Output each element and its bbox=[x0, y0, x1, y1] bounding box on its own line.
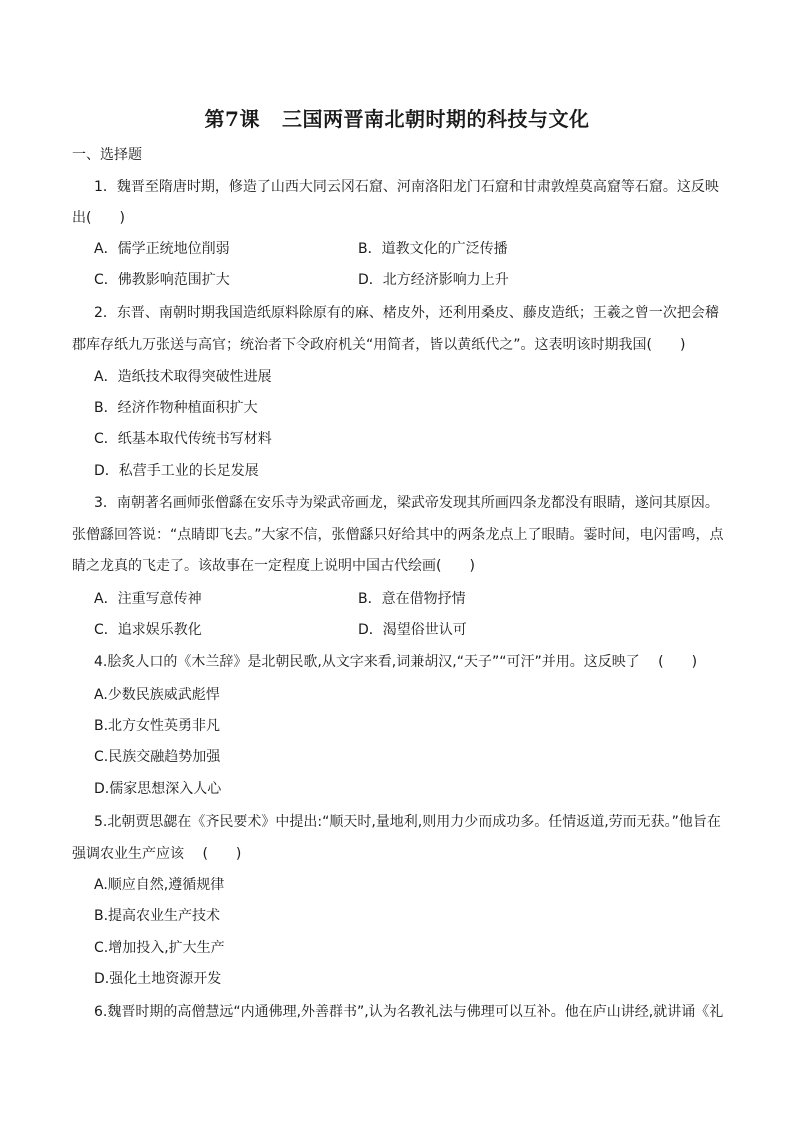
question-2-option-a: A．造纸技术取得突破性进展 bbox=[94, 369, 272, 385]
question-4-option-d: D.儒家思想深入人心 bbox=[94, 781, 222, 797]
question-3-option-d: D．渴望俗世认可 bbox=[358, 622, 467, 638]
question-5-option-c: C.增加投入,扩大生产 bbox=[94, 940, 225, 956]
question-5-option-d: D.强化土地资源开发 bbox=[94, 971, 222, 987]
section-heading: 一、选择题 bbox=[72, 147, 142, 163]
question-6-text: 6.魏晋时期的高僧慧远“内通佛理,外善群书”,认为名教礼法与佛理可以互补。他在庐山讲经,就讲诵《礼 bbox=[94, 1004, 724, 1020]
question-1-option-c: C．佛教影响范围扩大 bbox=[94, 272, 230, 288]
question-2-option-b: B．经济作物种植面积扩大 bbox=[94, 400, 258, 416]
question-2-text-cont: 郡库存纸九万张送与高官；统治者下令政府机关“用简者，皆以黄纸代之”。这表明该时期我国( ) bbox=[72, 337, 686, 353]
question-3-text-cont-2: 睛之龙真的飞走了。该故事在一定程度上说明中国古代绘画( ) bbox=[72, 558, 475, 574]
page-title bbox=[0, 103, 794, 132]
question-3-option-a: A．注重写意传神 bbox=[94, 591, 202, 607]
lesson-number: 第7课 bbox=[204, 107, 260, 131]
question-3-option-c: C．追求娱乐教化 bbox=[94, 622, 202, 638]
question-3-option-b: B．意在借物抒情 bbox=[358, 591, 466, 607]
question-4-option-a: A.少数民族威武彪悍 bbox=[94, 687, 220, 703]
question-1-option-a: A．儒学正统地位削弱 bbox=[94, 241, 230, 257]
question-3-text-cont: 张僧繇回答说：“点睛即飞去。”大家不信，张僧繇只好给其中的两条龙点上了眼睛。霎时间，电闪雷鸣，点 bbox=[72, 527, 724, 543]
question-1-text: 1．魏晋至隋唐时期，修造了山西大同云冈石窟、河南洛阳龙门石窟和甘肃敦煌莫高窟等石窟。这反映 bbox=[94, 179, 719, 195]
question-2-option-d: D．私营手工业的长足发展 bbox=[94, 463, 259, 479]
question-5-option-a: A.顺应自然,遵循规律 bbox=[94, 877, 225, 893]
question-1-text-cont: 出( ) bbox=[72, 210, 125, 226]
question-1-option-b: B．道教文化的广泛传播 bbox=[358, 241, 508, 257]
question-3-text: 3．南朝著名画师张僧繇在安乐寺为梁武帝画龙，梁武帝发现其所画四条龙都没有眼睛，遂问其原因。 bbox=[94, 495, 719, 511]
question-2-text: 2．东晋、南朝时期我国造纸原料除原有的麻、楮皮外，还利用桑皮、藤皮造纸；王羲之曾一次把会稽 bbox=[94, 305, 719, 321]
question-4-text: 4.脍炙人口的《木兰辞》是北朝民歌,从文字来看,词兼胡汉,“天子”“可汗”并用。这反映了 ( ) bbox=[94, 654, 698, 670]
question-1-option-d: D．北方经济影响力上升 bbox=[358, 272, 509, 288]
question-4-option-b: B.北方女性英勇非凡 bbox=[94, 718, 221, 734]
question-5-option-b: B.提高农业生产技术 bbox=[94, 908, 221, 924]
question-5-text: 5.北朝贾思勰在《齐民要术》中提出:“顺天时,量地利,则用力少而成功多。任情返道,劳而无获。”他旨在 bbox=[94, 814, 721, 830]
question-2-option-c: C．纸基本取代传统书写材料 bbox=[94, 431, 272, 447]
question-5-text-cont: 强调农业生产应该 ( ) bbox=[72, 846, 242, 862]
lesson-topic: 三国两晋南北朝时期的科技与文化 bbox=[281, 107, 590, 131]
question-4-option-c: C.民族交融趋势加强 bbox=[94, 749, 221, 765]
